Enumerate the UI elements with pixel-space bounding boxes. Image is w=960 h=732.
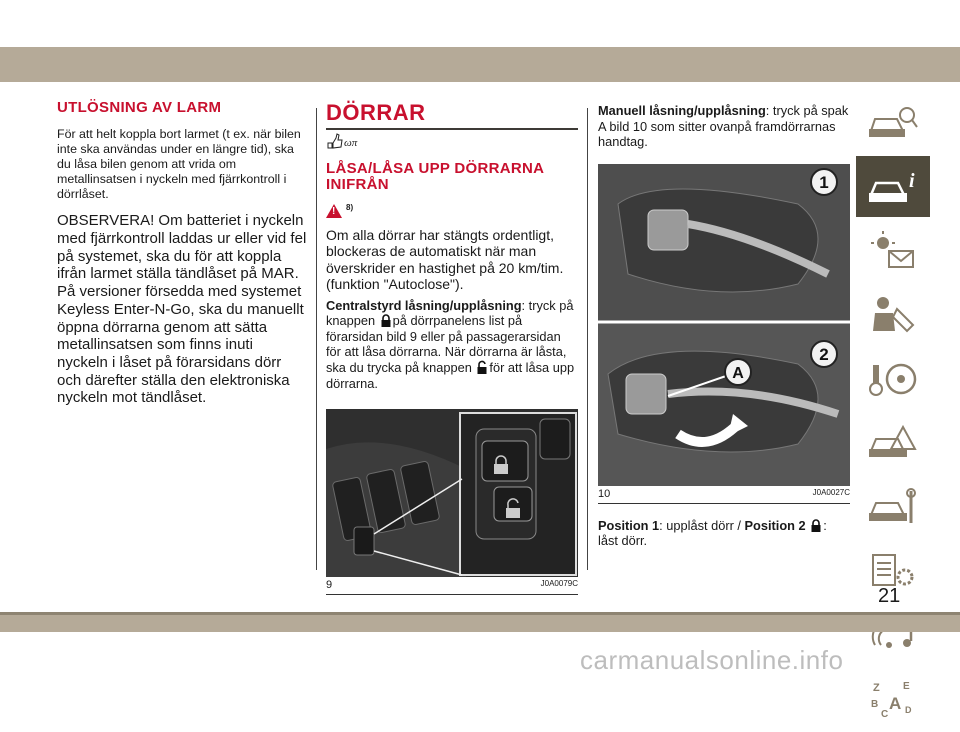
figure-10-number: 10 — [598, 487, 611, 500]
tab-car-search[interactable] — [856, 92, 930, 153]
top-band — [0, 47, 960, 82]
central-lock-para: Centralstyrd låsning/upplåsning: tryck på knappen på dörrpanelens list på förarsidan bild 9 eller på passagerarsidan för att låsa dörrarna. När dörrarna är låsta, ska du trycka på knappen för att låsa upp dörrarna. — [326, 297, 575, 391]
page-number: 21 — [878, 585, 901, 607]
badge-1: 1 — [819, 172, 829, 192]
lock-open-icon — [477, 361, 487, 374]
central-lock-label: Centralstyrd låsning/upplåsning — [326, 297, 522, 313]
key-steering-wheel-icon — [867, 359, 919, 399]
bottom-band — [0, 612, 960, 632]
figure-9-number: 9 — [326, 579, 333, 592]
tab-index[interactable] — [856, 668, 930, 729]
door-handle-illustration — [598, 164, 850, 486]
car-emergency-icon — [867, 423, 919, 463]
heading-doors: DÖRRAR — [326, 100, 426, 125]
heading-lock-unlock: LÅSA/LÅSA UPP DÖRRARNA INIFRÅN — [326, 160, 544, 193]
position-1-label: Position 1 — [598, 517, 660, 533]
car-info-icon — [867, 167, 919, 207]
chapter-tabs — [856, 92, 930, 732]
left-column — [57, 100, 307, 407]
warning-ref: 8) — [346, 202, 354, 212]
middle-column — [326, 100, 578, 595]
tab-safety[interactable] — [856, 284, 930, 345]
tab-starting-driving[interactable] — [856, 348, 930, 409]
figure-9-rule — [326, 594, 578, 595]
figure-10-code: J0A0027C — [812, 487, 850, 497]
warning-icon — [326, 204, 342, 218]
tab-car-info[interactable] — [856, 156, 930, 217]
badge-a: A — [732, 364, 744, 382]
door-panel-photo — [326, 409, 578, 577]
door-panel-illustration — [326, 409, 578, 577]
thumbs-up-icon — [326, 133, 360, 149]
column-divider — [316, 108, 317, 570]
car-magnifier-icon — [867, 103, 919, 143]
figure-9-caption — [326, 579, 578, 591]
car-wrench-icon — [867, 487, 919, 527]
svg-text:i: i — [909, 169, 915, 192]
alphabet-index-icon — [867, 679, 919, 719]
svg-text:ωπ: ωπ — [344, 137, 358, 149]
alarm-para-1: För att helt koppla bort larmet (t ex. när bilen inte ska användas under en längre tid), ska du låsa bilen genom att vrida om metallinsatsen i nyckeln med fjärrkontroll i dörrlåset. — [57, 126, 301, 202]
figure-10-caption — [598, 488, 850, 500]
position-para: Position 1: upplåst dörr / Position 2 : låst dörr. — [598, 517, 827, 549]
safety-person-icon — [867, 295, 919, 335]
svg-text:A: A — [889, 693, 902, 713]
warning-light-envelope-icon — [867, 231, 919, 271]
lock-closed-icon-2 — [811, 519, 821, 532]
svg-text:Z: Z — [873, 681, 880, 694]
figure-9-code: J0A0079C — [540, 579, 578, 589]
lock-closed-icon — [381, 314, 391, 327]
svg-text:E: E — [903, 680, 910, 692]
alarm-para-2: OBSERVERA! Om batteriet i nyckeln med fjärrkontroll laddas ur eller vid fel på systemet, ska du för att koppla ifrån larmet ställa tändlåset på MAR. På versioner försedda med systemet Keyless Enter-N-Go, ska du manuellt öppna dörrarna genom att sätta metallinsatsen som finns inuti nyckeln i låset på förarsidans dörr och därefter ställa den elektroniska nyckeln mot tändlåset. — [57, 212, 307, 407]
svg-text:B: B — [871, 698, 879, 710]
warning-row — [326, 203, 578, 221]
position-2-label: Position 2 — [744, 517, 806, 533]
autoclose-para: Om alla dörrar har stängts ordentligt, blockeras de automatiskt när man överskrider en hastighet på 20 km/tim. (funktion "Autoclose"). — [326, 226, 564, 293]
svg-text:D: D — [905, 704, 912, 715]
svg-text:C: C — [881, 708, 889, 720]
column-divider-2 — [587, 108, 588, 570]
badge-2: 2 — [819, 344, 829, 364]
tab-maintenance[interactable] — [856, 476, 930, 537]
door-handle-photo — [598, 164, 850, 486]
heading-rule — [326, 128, 578, 130]
watermark: carmanualsonline.info — [580, 645, 844, 675]
manual-lock-para: Manuell låsning/upplåsning: tryck på spak A bild 10 som sitter ovanpå framdörrarnas handtag. — [598, 103, 849, 150]
heading-alarm-release: UTLÖSNING AV LARM — [57, 99, 222, 116]
figure-10-rule — [598, 503, 850, 504]
tab-emergency[interactable] — [856, 412, 930, 473]
right-column — [598, 103, 850, 549]
thumb-icon-row — [326, 133, 578, 154]
tab-warning-lights[interactable] — [856, 220, 930, 281]
manual-lock-label: Manuell låsning/upplåsning — [598, 103, 766, 118]
